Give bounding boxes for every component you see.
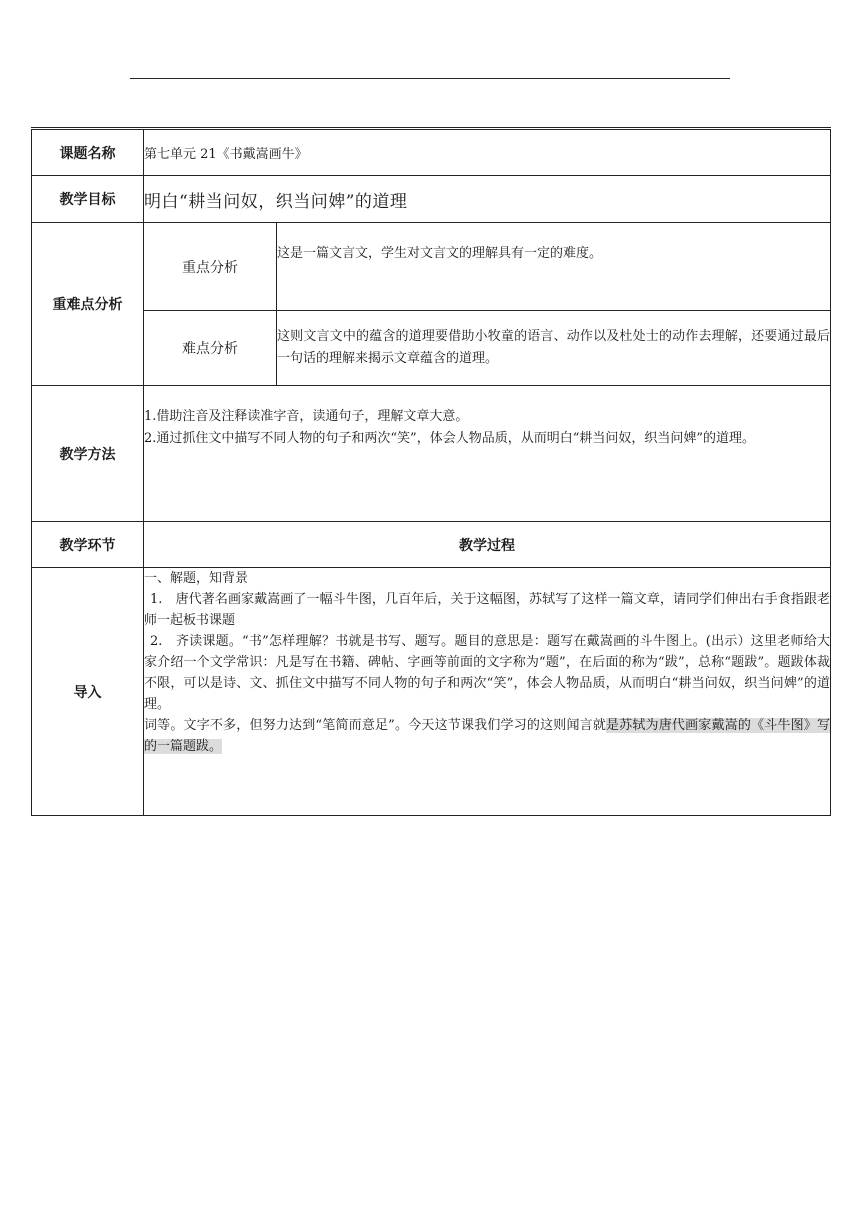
method-item-1: 1.借助注音及注释读准字音，读通句子，理解文章大意。: [144, 409, 469, 424]
intro-tail-highlight: 是苏轼为唐代画家戴嵩的《斗牛图》写的一篇题跋。: [144, 718, 830, 754]
goal-value: 明白“耕当问奴，织当问婢”的道理: [144, 176, 831, 223]
difficulty-label: 难点分析: [144, 311, 277, 386]
key-value: 这是一篇文言文，学生对文言文的理解具有一定的难度。: [277, 223, 831, 311]
goal-row: [32, 176, 831, 223]
intro-tail-plain: 词等。文字不多，但努力达到“笔简而意足”。今天这节课我们学习的这则闻言就: [144, 718, 606, 733]
method-item-2: 2.通过抓住文中描写不同人物的句子和两次“笑”，体会人物品质，从而明白“耕当问奴，织当问婢”的道理。: [144, 431, 755, 446]
intro-content: [144, 568, 831, 816]
stage-header-row: [32, 522, 831, 568]
intro-label: 导入: [32, 568, 144, 816]
intro-row: [32, 568, 831, 816]
analysis-label: 重难点分析: [32, 223, 144, 386]
key-label: 重点分析: [144, 223, 277, 311]
title-row: [32, 129, 831, 176]
key-row: [32, 223, 831, 311]
lesson-plan-table: [31, 127, 831, 816]
intro-step-1: 1. 唐代著名画家戴嵩画了一幅斗牛图，几百年后，关于这幅图，苏轼写了这样一篇文章，请同学们伸出右手食指跟老师一起板书课题: [144, 592, 830, 628]
intro-heading: 一、解题，知背景: [144, 571, 249, 586]
title-label: 课题名称: [32, 129, 144, 176]
title-value: 第七单元 21《书戴嵩画牛》: [144, 129, 831, 176]
method-row: [32, 386, 831, 522]
method-value: [144, 386, 831, 522]
difficulty-value: 这则文言文中的蕴含的道理要借助小牧童的语言、动作以及杜处士的动作去理解，还要通过最后一句话的理解来揭示文章蕴含的道理。: [277, 311, 831, 386]
goal-label: 教学目标: [32, 176, 144, 223]
header-rule: [130, 78, 730, 79]
intro-step-2: 2. 齐读课题。“书”怎样理解？书就是书写、题写。题目的意思是：题写在戴嵩画的斗牛图上。(出示）这里老师给大家介绍一个文学常识：凡是写在书籍、碑帖、字画等前面的文字称为“题”，在后面的称为“跋”，总称“题跋”。题跋体裁不限，可以是诗、文、抓住文中描写不同人物的句子和两次“笑”，体会人物品质，从而明白“耕当问奴，织当问婢”的道理。: [144, 634, 830, 712]
difficulty-row: [32, 311, 831, 386]
process-label: 教学过程: [144, 522, 831, 568]
stage-label: 教学环节: [32, 522, 144, 568]
method-label: 教学方法: [32, 386, 144, 522]
intro-tail: [144, 715, 830, 757]
